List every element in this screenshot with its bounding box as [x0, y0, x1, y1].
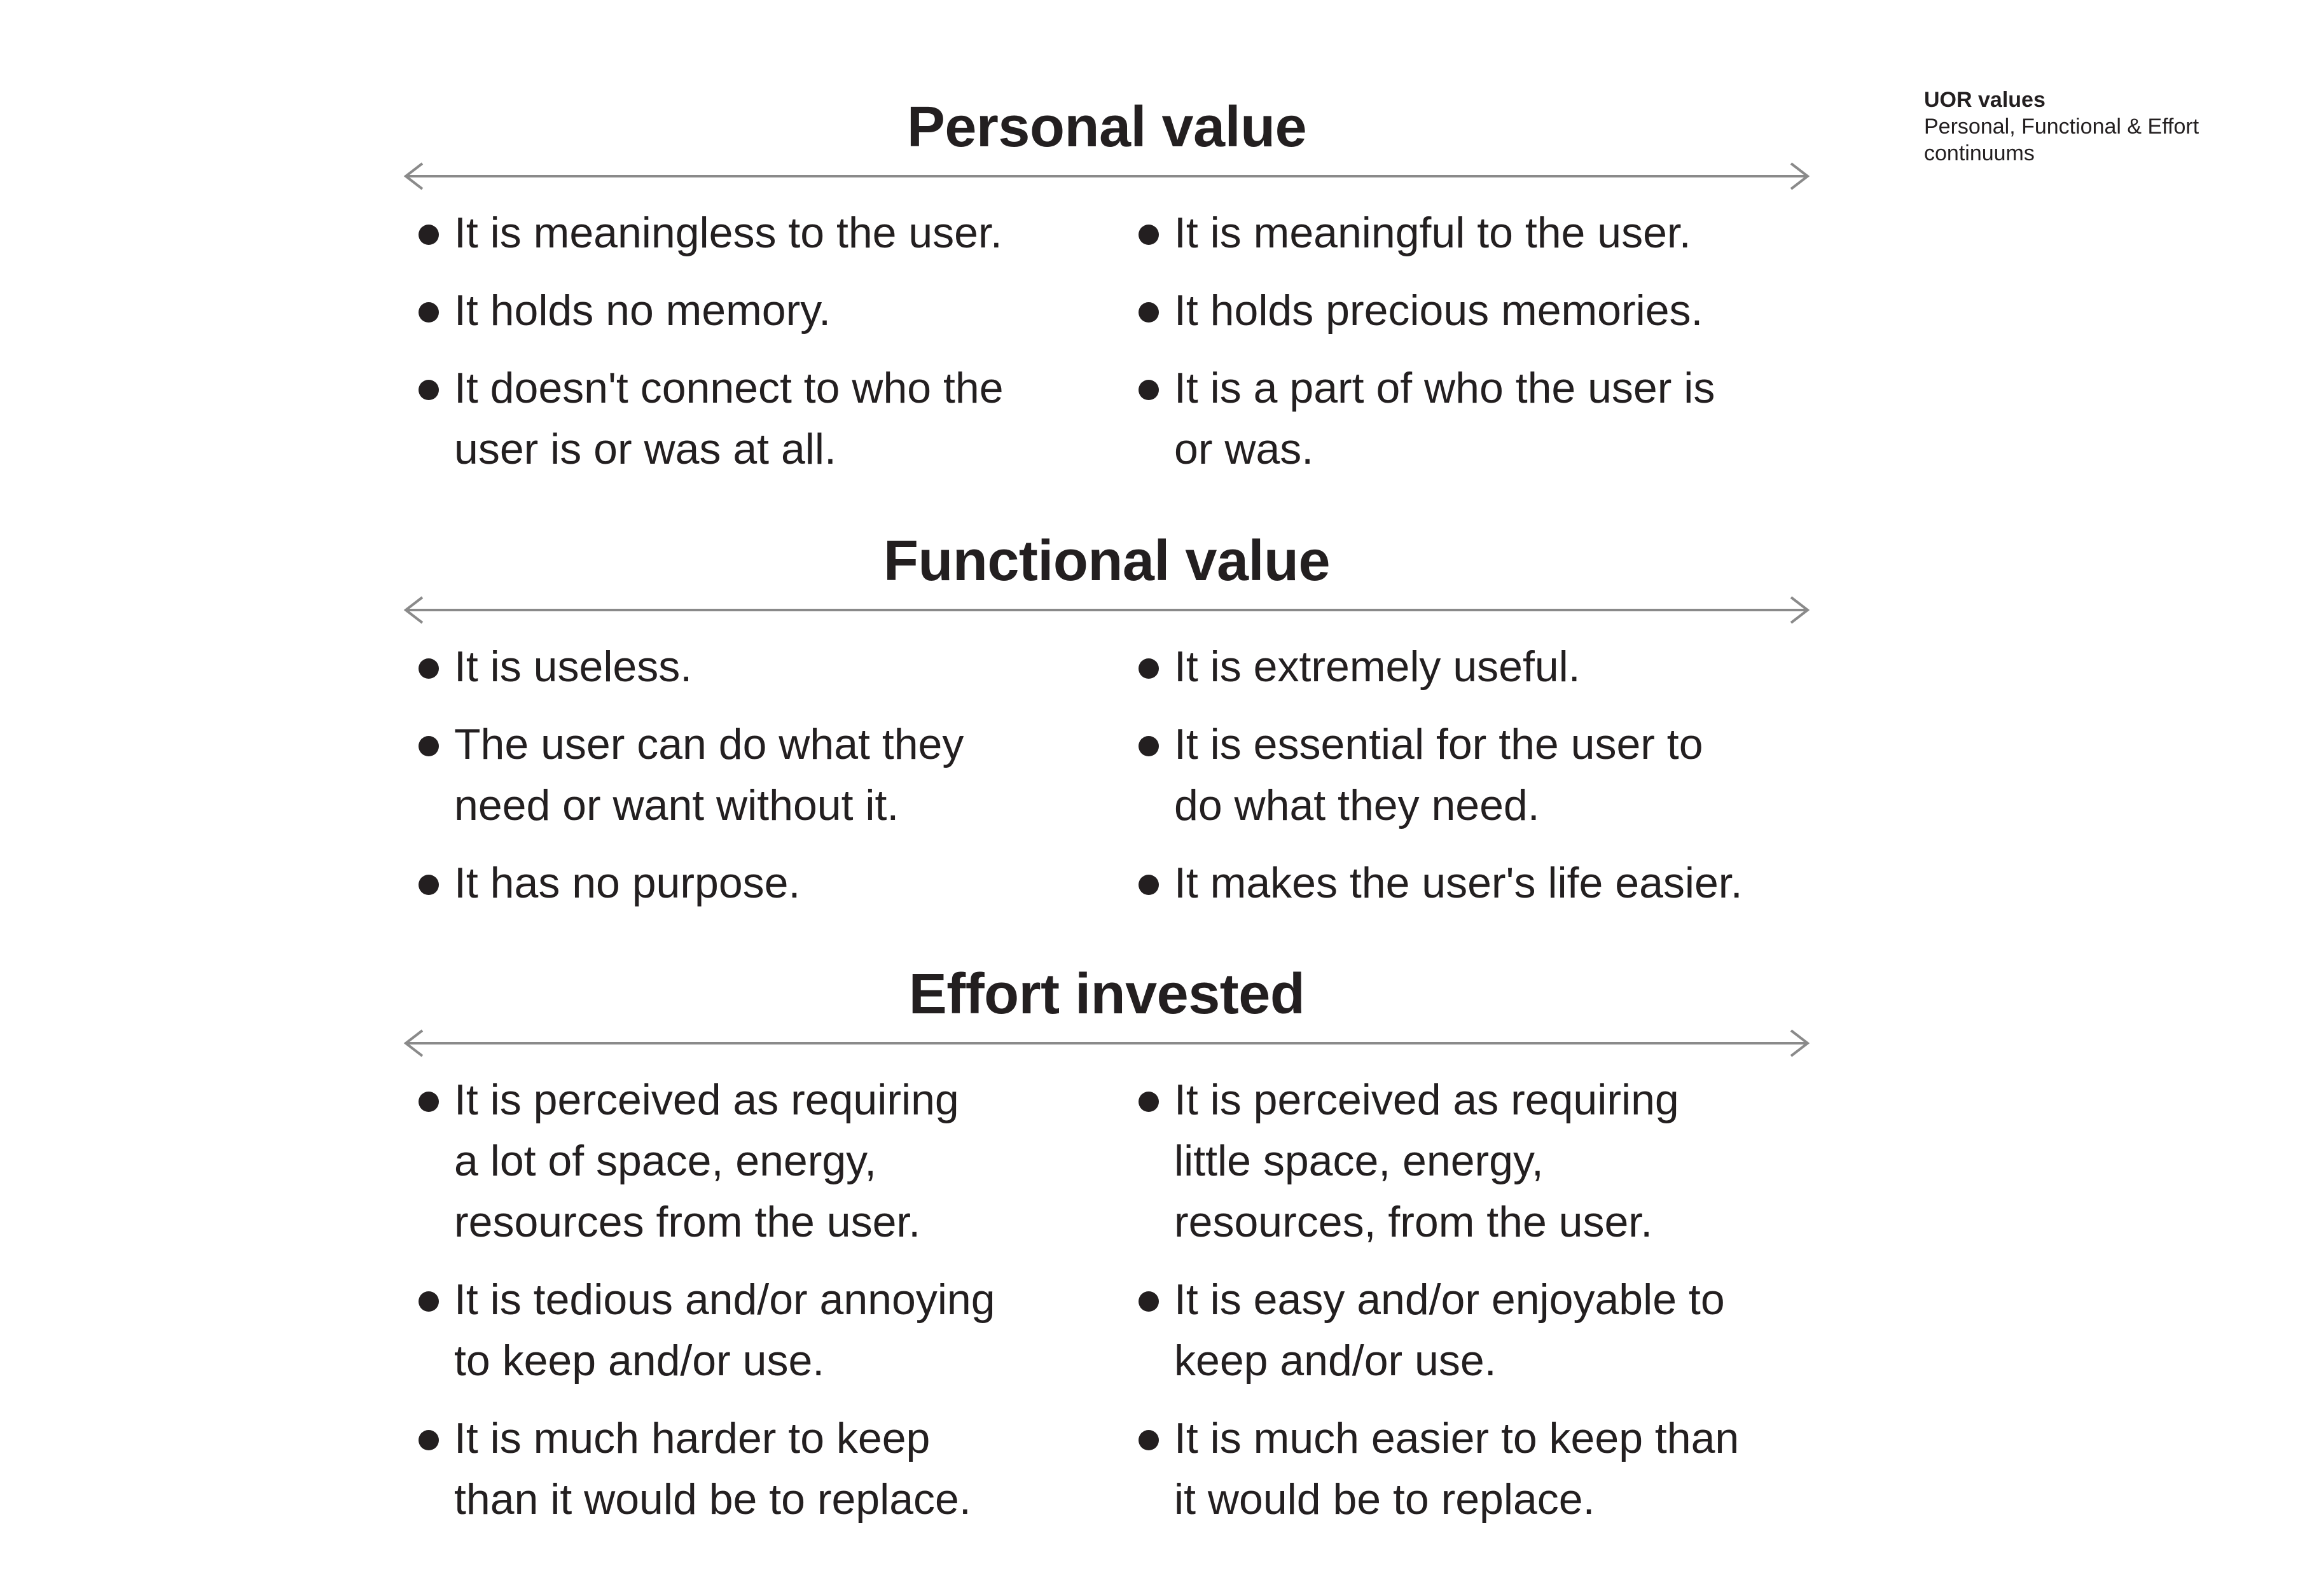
bullet-icon: [1139, 302, 1159, 323]
bullet-icon: [419, 225, 439, 245]
list-item: [419, 1408, 1118, 1530]
bullet-icon: [419, 1430, 439, 1450]
bullet-icon: [419, 736, 439, 756]
section-functional-value: [401, 529, 1813, 911]
double-arrow-axis: [401, 1028, 1813, 1058]
double-arrow-axis: [401, 161, 1813, 191]
bullet-icon: [1139, 658, 1159, 679]
list-item-text: It is much harder to keep than it would be to replace.: [454, 1414, 971, 1523]
bullet-icon: [419, 302, 439, 323]
section-personal-value: [401, 95, 1813, 477]
high-end-list: [1139, 1069, 1838, 1546]
list-item-text: It is meaningful to the user.: [1174, 209, 1691, 257]
bullet-icon: [1139, 1291, 1159, 1312]
high-end-list: [1139, 202, 1838, 496]
list-item-text: It holds precious memories.: [1174, 286, 1703, 335]
list-item-text: It is a part of who the user is or was.: [1174, 364, 1715, 473]
list-item-text: It doesn't connect to who the user is or was at all.: [454, 364, 1004, 473]
list-item: [419, 636, 1118, 697]
list-item: [419, 714, 1118, 836]
bullet-icon: [419, 1092, 439, 1112]
low-end-list: [419, 1069, 1118, 1546]
list-item-text: It is tedious and/or annoying to keep and/or use.: [454, 1275, 995, 1385]
bullet-icon: [419, 658, 439, 679]
list-item: [419, 1069, 1118, 1253]
list-item-text: It is easy and/or enjoyable to keep and/or use.: [1174, 1275, 1725, 1385]
note-subtitle: Personal, Functional & Effort continuums: [1924, 114, 2199, 165]
bullet-icon: [1139, 225, 1159, 245]
list-item-text: It makes the user's life easier.: [1174, 859, 1743, 907]
list-item-text: It is useless.: [454, 642, 693, 691]
list-item: [1139, 1069, 1838, 1253]
bullet-icon: [419, 1291, 439, 1312]
bullet-icon: [419, 380, 439, 400]
bullet-icon: [1139, 875, 1159, 895]
list-item: [419, 1269, 1118, 1391]
section-title: Effort invested: [908, 962, 1305, 1026]
list-item-text: It is meaningless to the user.: [454, 209, 1002, 257]
list-item: [419, 280, 1118, 341]
list-item-text: It holds no memory.: [454, 286, 831, 335]
list-item: [1139, 1269, 1838, 1391]
list-item: [1139, 852, 1838, 913]
bullet-icon: [419, 875, 439, 895]
section-title: Personal value: [906, 95, 1307, 159]
list-item-text: The user can do what they need or want without it.: [454, 720, 964, 829]
list-item-text: It has no purpose.: [454, 859, 801, 907]
list-item: [1139, 357, 1838, 480]
bullet-icon: [1139, 736, 1159, 756]
section-title: Functional value: [883, 529, 1331, 593]
list-item: [419, 852, 1118, 913]
list-item-text: It is much easier to keep than it would be to replace.: [1174, 1414, 1740, 1523]
list-item: [1139, 636, 1838, 697]
bullet-icon: [1139, 1430, 1159, 1450]
high-end-list: [1139, 636, 1838, 930]
list-item: [1139, 1408, 1838, 1530]
list-item: [1139, 280, 1838, 341]
bullet-icon: [1139, 380, 1159, 400]
corner-note: [1924, 87, 2280, 167]
list-item: [419, 357, 1118, 480]
list-item-text: It is perceived as requiring little space, energy, resources, from the user.: [1174, 1076, 1679, 1246]
note-title: UOR values: [1924, 88, 2045, 112]
bullet-icon: [1139, 1092, 1159, 1112]
section-effort-invested: [401, 962, 1813, 1535]
list-item-text: It is essential for the user to do what they need.: [1174, 720, 1703, 829]
list-item: [1139, 202, 1838, 263]
list-item-text: It is extremely useful.: [1174, 642, 1581, 691]
list-item: [1139, 714, 1838, 836]
low-end-list: [419, 202, 1118, 496]
list-item: [419, 202, 1118, 263]
low-end-list: [419, 636, 1118, 930]
list-item-text: It is perceived as requiring a lot of space, energy, resources from the user.: [454, 1076, 959, 1246]
double-arrow-axis: [401, 595, 1813, 625]
